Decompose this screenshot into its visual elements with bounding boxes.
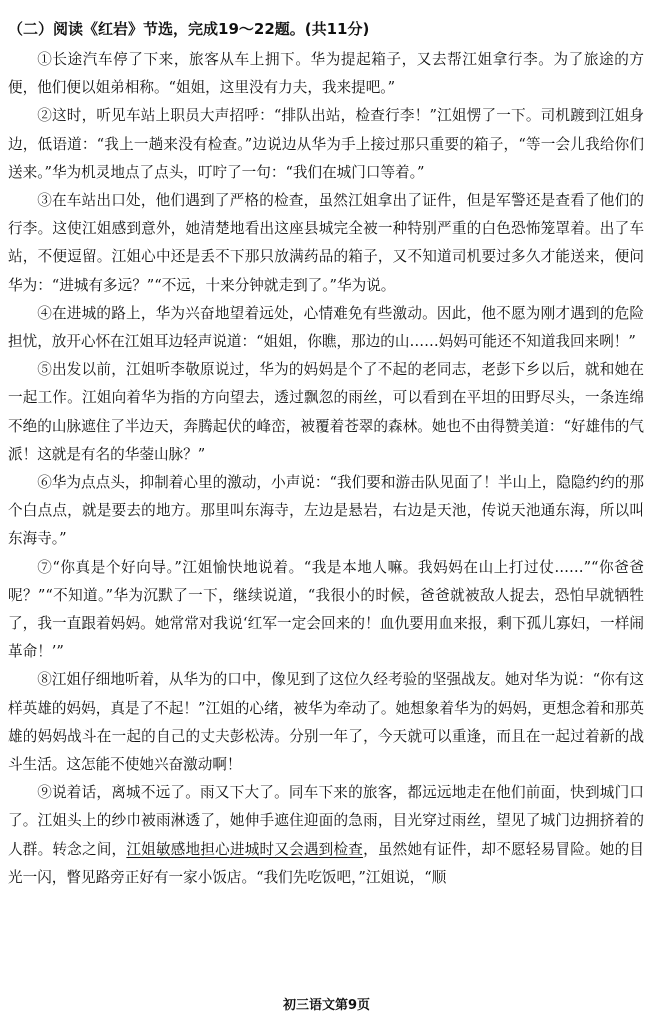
paragraph-1: ①长途汽车停了下来，旅客从车上拥下。华为提起箱子，又去帮江姐拿行李。为了旅途的方便，他们便以姐弟相称。“姐姐，这里没有力夫，我来提吧。” — [8, 51, 644, 97]
underlined-sentence: 江姐敏感地担心进城时又会遇到检查 — [126, 840, 364, 858]
paragraph-6: ⑥华为点点头，抑制着心里的激动，小声说：“我们要和游击队见面了！半山上，隐隐约约的那个白点点，就是要去的地方。那里叫东海寺，左边是悬岩，右边是天池，传说天池通东海，所以叫东海寺。” — [8, 474, 644, 548]
paragraph-4: ④在进城的路上，华为兴奋地望着远处，心情难免有些激动。因此，他不愿为刚才遇到的危险担忧，放开心怀在江姐耳边轻声说道：“姐姐，你瞧，那边的山……妈妈可能还不知道我回来咧！” — [8, 304, 644, 351]
paragraph-9-after: ，虽然她有证件，却不愿轻易冒险。她的目光一闪，瞥见路旁正好有一家小饭店。“我们先吃饭吧，”江姐说，“顺 — [8, 840, 644, 886]
paragraph-3: ③在车站出口处，他们遇到了严格的检查，虽然江姐拿出了证件，但是军警还是查看了他们的行李。这使江姐感到意外，她清楚地看出这座县城完全被一种特别严重的白色恐怖笼罩着。出了车站，不便逗留。江姐心中还是丢不下那只放满药品的箱子，又不知道司机要过多久才能送来，便问华为：“进城有多远？”“不远，十来分钟就走到了。”华为说。 — [8, 192, 644, 294]
paragraph-9 — [8, 779, 644, 892]
paragraph-5: ⑤出发以前，江姐听李敬原说过，华为的妈妈是个了不起的老同志，老彭下乡以后，就和她在一起工作。江姐向着华为指的方向望去，透过飘忽的雨丝，可以看到在平坦的田野尽头，一条连绵不绝的山脉遮住了半边天，奔腾起伏的峰峦，被覆着苍翠的森林。她也不由得赞美道：“好雄伟的气派！这就是有名的华蓥山脉？” — [8, 361, 644, 463]
paragraph-2: ②这时，听见车站上职员大声招呼：“排队出站，检查行李！”江姐愣了一下。司机踱到江姐身边，低语道：“我上一趟来没有检查。”边说边从华为手上接过那只重要的箱子，“等一会儿我给你们送来。”华为机灵地点了点头，叮咛了一句：“我们在城门口等着。” — [8, 107, 644, 181]
page-footer: 初三语文第9页 — [282, 998, 371, 1013]
paragraph-9-before: ⑨说着话，离城不远了。雨又下大了。同车下来的旅客，都远远地走在他们前面，快到城门口了。江姐头上的纱巾被雨淋透了，她伸手遮住迎面的急雨，目光穿过雨丝，望见了城门边拥挤着的人群。转念之间， — [8, 784, 644, 858]
passage — [8, 46, 644, 892]
paragraph-7: ⑦“你真是个好向导。”江姐愉快地说着。“我是本地人嘛。我妈妈在山上打过仗……”“你爸爸呢？”“不知道。”华为沉默了一下，继续说道，“我很小的时候，爸爸就被敌人捉去，恐怕早就牺牲了，我一直跟着妈妈。她常常对我说‘红军一定会回来的！血仇要用血来报，剩下孤儿寡妇，一样闹革命！’” — [8, 558, 644, 661]
section-title: （二）阅读《红岩》节选，完成19～22题。(共11分) — [8, 20, 370, 38]
paragraph-8: ⑧江姐仔细地听着，从华为的口中，像见到了这位久经考验的坚强战友。她对华为说：“你有这样英雄的妈妈，真是了不起！”江姐的心绪，被华为牵动了。她想象着华为的妈妈，更想念着和那英雄的妈妈战斗在一起的自己的丈夫彭松涛。分别一年了，今天就可以重逢，而且在一起过着新的战斗生活。这怎能不使她兴奋激动啊！ — [8, 671, 644, 774]
